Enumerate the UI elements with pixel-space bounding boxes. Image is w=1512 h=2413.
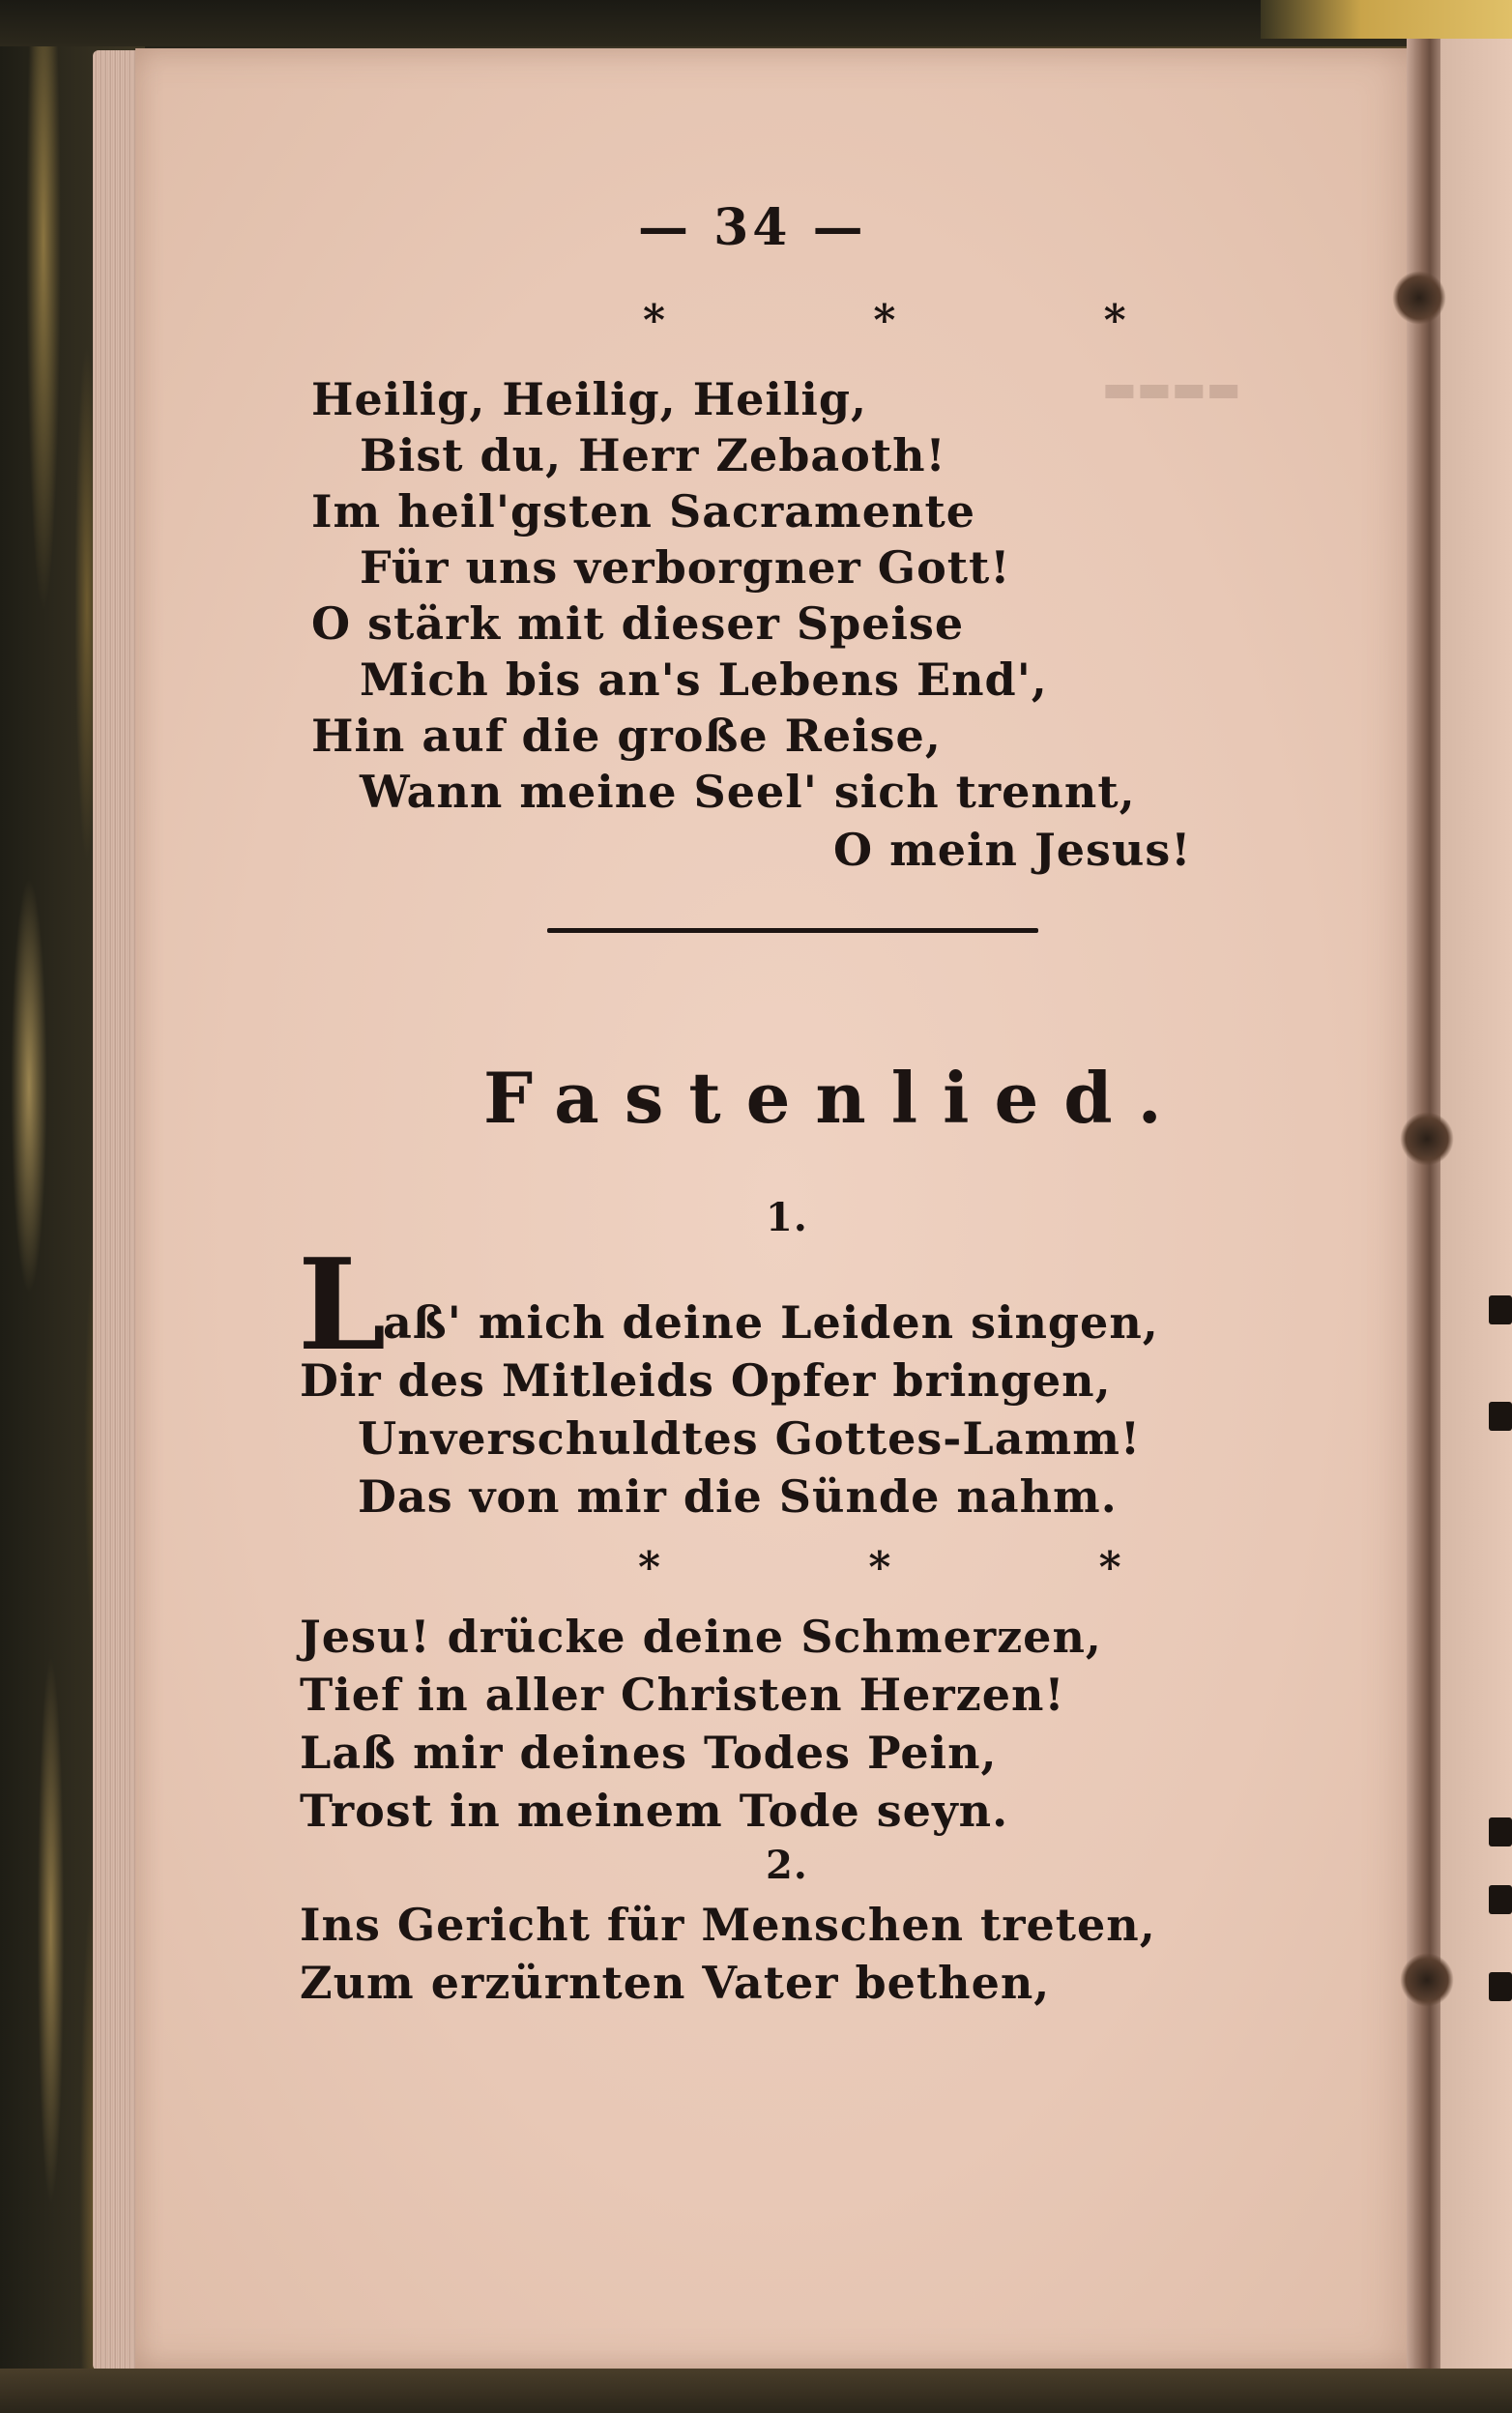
refrain-line: Laß mir deines Todes Pein, <box>300 1727 998 1779</box>
next-page-glyph <box>1489 1402 1512 1431</box>
next-page-edge <box>1440 39 1512 2378</box>
stanza-marker: * * * <box>638 1543 1218 1592</box>
prayer-line: Hin auf die große Reise, <box>311 710 942 762</box>
book-bottom-edge <box>0 2369 1512 2413</box>
page-number: — 34 — <box>638 198 867 257</box>
next-page-glyph <box>1489 1972 1512 2001</box>
next-page-glyph <box>1489 1885 1512 1914</box>
gilt-edge <box>1261 0 1512 39</box>
verse-line: Ins Gericht für Menschen treten, <box>300 1899 1156 1951</box>
refrain-line: Jesu! drücke deine Schmerzen, <box>300 1611 1102 1663</box>
prayer-line: O stärk mit dieser Speise <box>311 597 965 650</box>
prayer-line: Für uns verborgner Gott! <box>360 541 1011 594</box>
stanza-marker: * * * <box>643 296 1223 345</box>
verse-number: 1. <box>766 1195 808 1240</box>
prayer-line: O mein Jesus! <box>833 824 1192 876</box>
binding-hole <box>1392 271 1446 325</box>
prayer-line: Wann meine Seel' sich trennt, <box>360 766 1136 818</box>
bleed-through-text: ▬▬▬▬ <box>1102 367 1241 410</box>
prayer-line: Mich bis an's Lebens End', <box>360 654 1048 706</box>
refrain-line: Tief in aller Christen Herzen! <box>300 1669 1065 1721</box>
refrain-line: Trost in meinem Tode seyn. <box>300 1785 1009 1837</box>
verse-line: Das von mir die Sünde nahm. <box>358 1470 1118 1523</box>
verse-line: Unverschuldtes Gottes-Lamm! <box>358 1412 1142 1465</box>
binding-hole <box>1400 1953 1454 2007</box>
prayer-line: Heilig, Heilig, Heilig, <box>311 373 868 425</box>
prayer-line: Im heil'gsten Sacramente <box>311 485 975 538</box>
next-page-glyph <box>1489 1817 1512 1846</box>
verse-number: 2. <box>766 1843 808 1888</box>
prayer-line: Bist du, Herr Zebaoth! <box>360 429 946 481</box>
binding-hole <box>1400 1112 1454 1166</box>
next-page-glyph <box>1489 1295 1512 1324</box>
verse-line: Dir des Mitleids Opfer bringen, <box>300 1354 1112 1407</box>
section-divider <box>547 928 1038 933</box>
verse-line: Zum erzürnten Vater bethen, <box>300 1957 1051 2009</box>
verse-line: aß' mich deine Leiden singen, <box>383 1296 1159 1349</box>
drop-cap: L <box>298 1231 387 1379</box>
song-title: Fastenlied. <box>483 1057 1187 1139</box>
book-gutter <box>1407 39 1445 2378</box>
